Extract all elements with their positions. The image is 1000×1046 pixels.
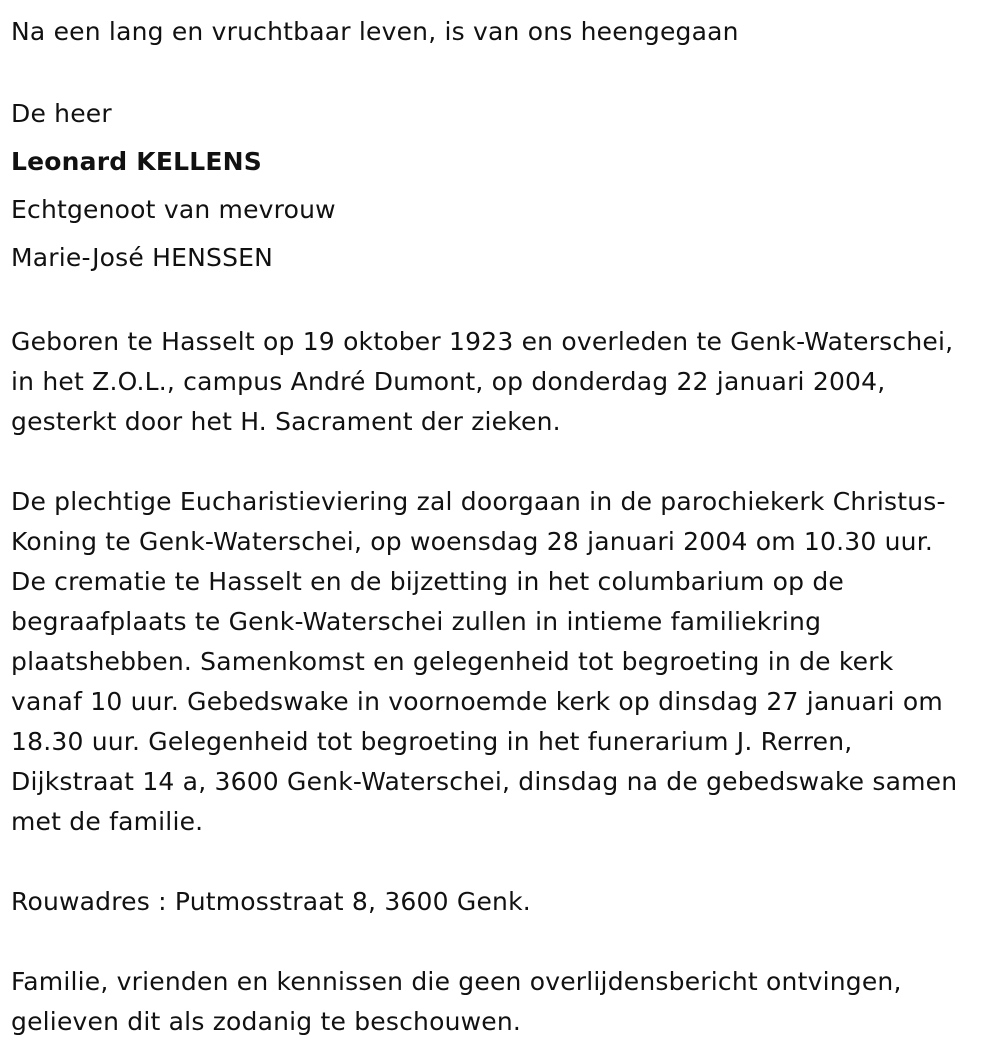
closing-paragraph xyxy=(11,962,1000,1042)
spouse-name: Marie-José HENSSEN xyxy=(11,243,274,272)
ceremony-line: De crematie te Hasselt en de bijzetting in het columbarium op de xyxy=(11,567,845,596)
ceremony-line: 18.30 uur. Gelegenheid tot begroeting in het funerarium J. Rerren, xyxy=(11,727,853,756)
ceremony-line: Koning te Genk-Waterschei, op woensdag 28 januari 2004 om 10.30 uur. xyxy=(11,527,934,556)
spacer xyxy=(11,282,1000,322)
spacer xyxy=(11,842,1000,882)
intro-line: Na een lang en vruchtbaar leven, is van ons heengegaan xyxy=(11,17,739,46)
spouse-label: Echtgenoot van mevrouw xyxy=(11,195,336,224)
closing-line: gelieven dit als zodanig te beschouwen. xyxy=(11,1007,522,1036)
ceremony-line: plaatshebben. Samenkomst en gelegenheid tot begroeting in de kerk xyxy=(11,647,894,676)
spacer xyxy=(11,922,1000,962)
ceremony-line: De plechtige Eucharistieviering zal doorgaan in de parochiekerk Christus- xyxy=(11,487,946,516)
ceremony-line: met de familie. xyxy=(11,807,204,836)
closing-line: Familie, vrienden en kennissen die geen overlijdensbericht ontvingen, xyxy=(11,967,902,996)
spacer xyxy=(11,442,1000,482)
spacer xyxy=(11,56,1000,90)
salutation: De heer xyxy=(11,99,112,128)
birth-line: Geboren te Hasselt op 19 oktober 1923 en overleden te Genk-Waterschei, xyxy=(11,327,954,356)
deceased-name: Leonard KELLENS xyxy=(11,147,262,176)
ceremony-line: vanaf 10 uur. Gebedswake in voornoemde kerk op dinsdag 27 januari om xyxy=(11,687,943,716)
birth-line: in het Z.O.L., campus André Dumont, op donderdag 22 januari 2004, xyxy=(11,367,886,396)
ceremony-paragraph xyxy=(11,482,1000,842)
birth-line: gesterkt door het H. Sacrament der zieken. xyxy=(11,407,561,436)
ceremony-line: begraafplaats te Genk-Waterschei zullen in intieme familiekring xyxy=(11,607,822,636)
mourning-address: Rouwadres : Putmosstraat 8, 3600 Genk. xyxy=(11,887,531,916)
ceremony-line: Dijkstraat 14 a, 3600 Genk-Waterschei, dinsdag na de gebedswake samen xyxy=(11,767,958,796)
birth-paragraph xyxy=(11,322,1000,442)
